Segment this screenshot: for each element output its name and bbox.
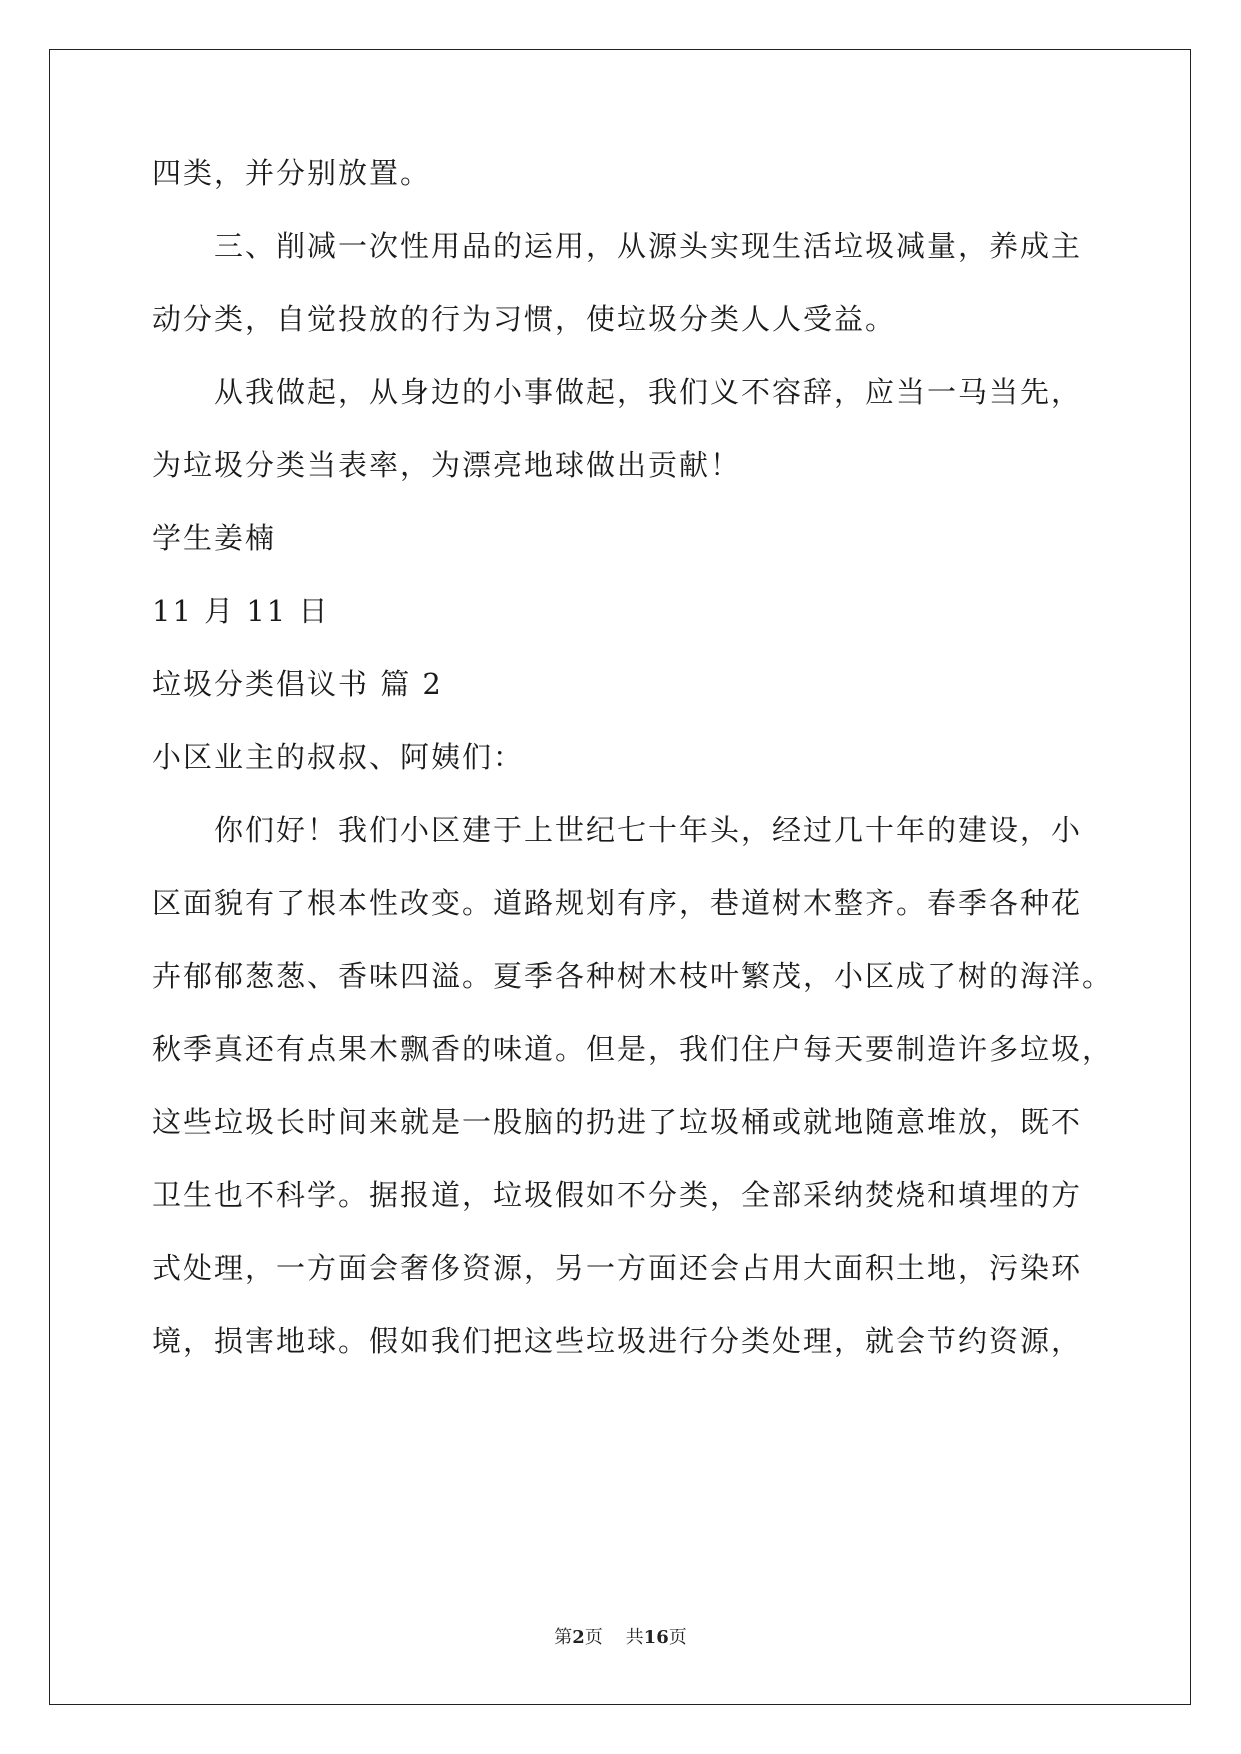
- paragraph-line: 为垃圾分类当表率，为漂亮地球做出贡献！: [152, 448, 742, 482]
- paragraph-line: 卫生也不科学。据报道，垃圾假如不分类，全部采纳焚烧和填埋的方: [152, 1178, 1083, 1212]
- salutation: 小区业主的叔叔、阿姨们：: [152, 740, 525, 774]
- paragraph-line: 式处理，一方面会奢侈资源，另一方面还会占用大面积土地，污染环: [152, 1251, 1083, 1285]
- paragraph-line: 这些垃圾长时间来就是一股脑的扔进了垃圾桶或就地随意堆放，既不: [152, 1105, 1083, 1139]
- paragraph-line: 从我做起，从身边的小事做起，我们义不容辞，应当一马当先，: [214, 375, 1083, 409]
- paragraph-line: 三、削减一次性用品的运用，从源头实现生活垃圾减量，养成主: [214, 229, 1083, 263]
- page-number: 2: [572, 1627, 585, 1648]
- page-suffix: 页: [584, 1627, 603, 1648]
- total-suffix: 页: [668, 1627, 687, 1648]
- paragraph-line: 动分类，自觉投放的行为习惯，使垃圾分类人人受益。: [152, 302, 897, 336]
- paragraph-line: 境，损害地球。假如我们把这些垃圾进行分类处理，就会节约资源，: [152, 1324, 1083, 1358]
- page-prefix: 第: [554, 1627, 573, 1648]
- signature-date: 11 月 11 日: [152, 594, 330, 628]
- page-border: [49, 49, 1191, 1705]
- paragraph-line: 四类，并分别放置。: [152, 156, 432, 190]
- signature-name: 学生姜楠: [152, 521, 277, 555]
- page-footer: [0, 1626, 1241, 1650]
- paragraph-line: 你们好！我们小区建于上世纪七十年头，经过几十年的建设，小: [214, 813, 1083, 847]
- paragraph-line: 卉郁郁葱葱、香味四溢。夏季各种树木枝叶繁茂，小区成了树的海洋。: [152, 959, 1114, 993]
- paragraph-line: 区面貌有了根本性改变。道路规划有序，巷道树木整齐。春季各种花: [152, 886, 1083, 920]
- section-heading: 垃圾分类倡议书 篇 2: [152, 667, 443, 701]
- paragraph-line: 秋季真还有点果木飘香的味道。但是，我们住户每天要制造许多垃圾，: [152, 1032, 1114, 1066]
- total-prefix: 共: [625, 1627, 644, 1648]
- total-pages: 16: [643, 1627, 669, 1648]
